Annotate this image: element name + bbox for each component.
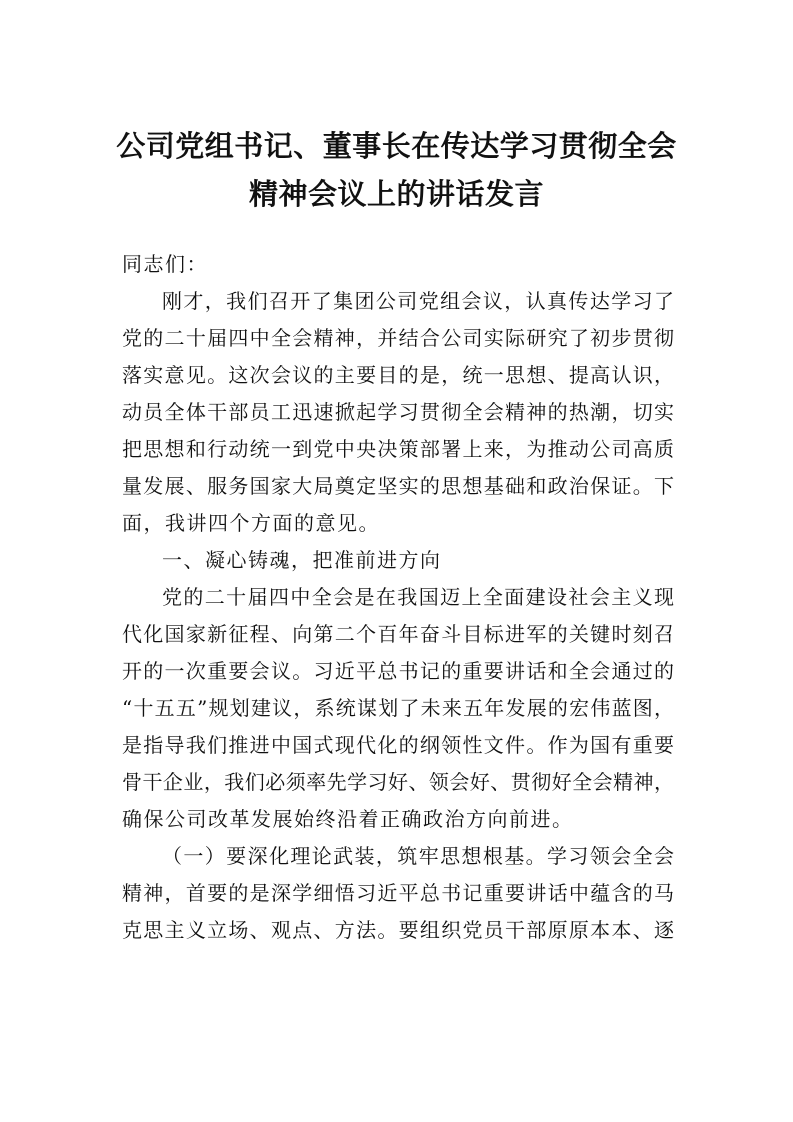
paragraph-line: 量发展、服务国家大局奠定坚实的思想基础和政治保证。下 [122, 474, 674, 498]
paragraph-line: 代化国家新征程、向第二个百年奋斗目标进军的关键时刻召 [122, 622, 674, 646]
paragraph-line: 党的二十届四中全会是在我国迈上全面建设社会主义现 [162, 585, 674, 609]
paragraph-line: （一）要深化理论武装，筑牢思想根基。学习领会全会 [162, 844, 674, 868]
paragraph-line: 党的二十届四中全会精神，并结合公司实际研究了初步贯彻 [122, 326, 674, 350]
paragraph-line: 动员全体干部员工迅速掀起学习贯彻全会精神的热潮，切实 [122, 400, 674, 424]
paragraph-line: 开的一次重要会议。习近平总书记的重要讲话和全会通过的 [122, 659, 674, 683]
document-body [122, 246, 674, 949]
paragraph-line: “十五五”规划建议，系统谋划了未来五年发展的宏伟蓝图， [122, 696, 674, 720]
paragraph-line: 是指导我们推进中国式现代化的纲领性文件。作为国有重要 [122, 733, 674, 757]
paragraph-line: 面，我讲四个方面的意见。 [122, 511, 380, 535]
paragraph-line: 克思主义立场、观点、方法。要组织党员干部原原本本、逐 [122, 918, 674, 942]
paragraph-line: 精神，首要的是深学细悟习近平总书记重要讲话中蕴含的马 [122, 881, 674, 905]
paragraph-line: 骨干企业，我们必须率先学习好、领会好、贯彻好全会精神， [122, 770, 674, 794]
salutation: 同志们： [122, 252, 208, 276]
paragraph-subsection-one [122, 838, 674, 949]
document-title [100, 122, 693, 218]
paragraph-line: 刚才，我们召开了集团公司党组会议，认真传达学习了 [162, 289, 674, 313]
paragraph-line: 把思想和行动统一到党中央决策部署上来，为推动公司高质 [122, 437, 674, 461]
title-line-1: 公司党组书记、董事长在传达学习贯彻全会 [116, 129, 677, 163]
section-heading [122, 542, 674, 579]
paragraph-line: 确保公司改革发展始终沿着正确政治方向前进。 [122, 807, 574, 831]
paragraph-section-one [122, 579, 674, 838]
title-line-2: 精神会议上的讲话发言 [248, 177, 544, 211]
section-heading-text: 一、凝心铸魂，把准前进方向 [162, 548, 442, 572]
paragraph-line: 落实意见。这次会议的主要目的是，统一思想、提高认识， [122, 363, 674, 387]
paragraph-intro [122, 283, 674, 542]
